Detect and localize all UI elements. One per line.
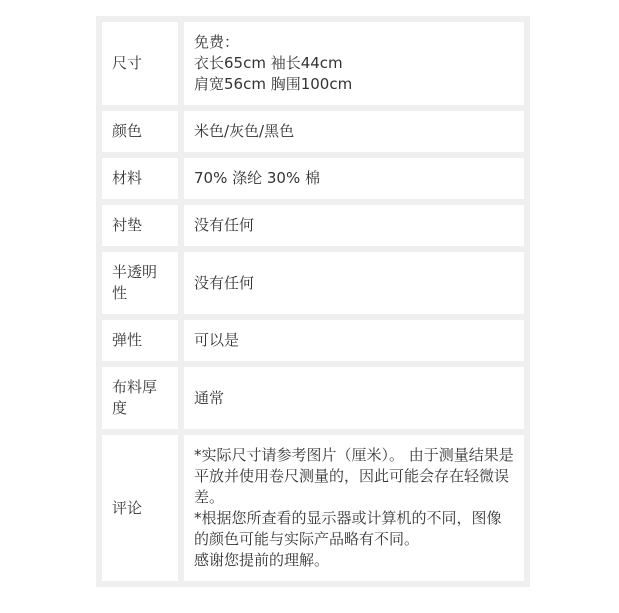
spec-row-padding [102, 205, 524, 246]
material-value-text: 70% 涤纶 30% 棉 [194, 169, 320, 187]
spec-row-size [102, 22, 524, 105]
spec-label-size: 尺寸 [102, 22, 178, 105]
translucency-value-text: 没有任何 [194, 273, 255, 292]
spec-value-translucency [184, 252, 524, 314]
spec-value-fabric-thickness [184, 367, 524, 429]
product-spec-table [96, 16, 530, 587]
comment-thanks: 感谢您提前的理解。 [194, 551, 330, 569]
color-value-text: 米色/灰色/黑色 [194, 122, 295, 140]
size-line-free: 免费： [194, 33, 240, 51]
spec-value-comments [184, 435, 524, 581]
spec-value-size [184, 22, 524, 105]
padding-value-text: 没有任何 [194, 216, 255, 234]
spec-row-translucency [102, 252, 524, 314]
spec-label-comments: 评论 [102, 435, 178, 581]
spec-label-fabric-thickness: 布料厚度 [102, 367, 178, 429]
spec-label-color: 颜色 [102, 111, 178, 152]
spec-value-material [184, 158, 524, 199]
size-line-shoulder-chest: 肩宽56cm 胸围100cm [194, 75, 353, 93]
spec-label-elasticity: 弹性 [102, 320, 178, 361]
spec-row-fabric-thickness [102, 367, 524, 429]
spec-value-padding [184, 205, 524, 246]
spec-value-elasticity [184, 320, 524, 361]
spec-label-padding: 衬垫 [102, 205, 178, 246]
elasticity-value-text: 可以是 [194, 331, 240, 349]
spec-row-color [102, 111, 524, 152]
comment-size-note: *实际尺寸请参考图片（厘米）。 由于测量结果是平放并使用卷尺测量的，因此可能会存在轻微误差。 [194, 446, 514, 506]
comment-color-note: *根据您所查看的显示器或计算机的不同，图像的颜色可能与实际产品略有不同。 [194, 509, 502, 548]
fabric-thickness-value-text: 通常 [194, 388, 225, 407]
spec-row-comments [102, 435, 524, 581]
spec-row-elasticity [102, 320, 524, 361]
spec-label-material: 材料 [102, 158, 178, 199]
spec-label-translucency: 半透明性 [102, 252, 178, 314]
spec-row-material [102, 158, 524, 199]
size-line-length-sleeve: 衣长65cm 袖长44cm [194, 54, 343, 72]
spec-value-color [184, 111, 524, 152]
